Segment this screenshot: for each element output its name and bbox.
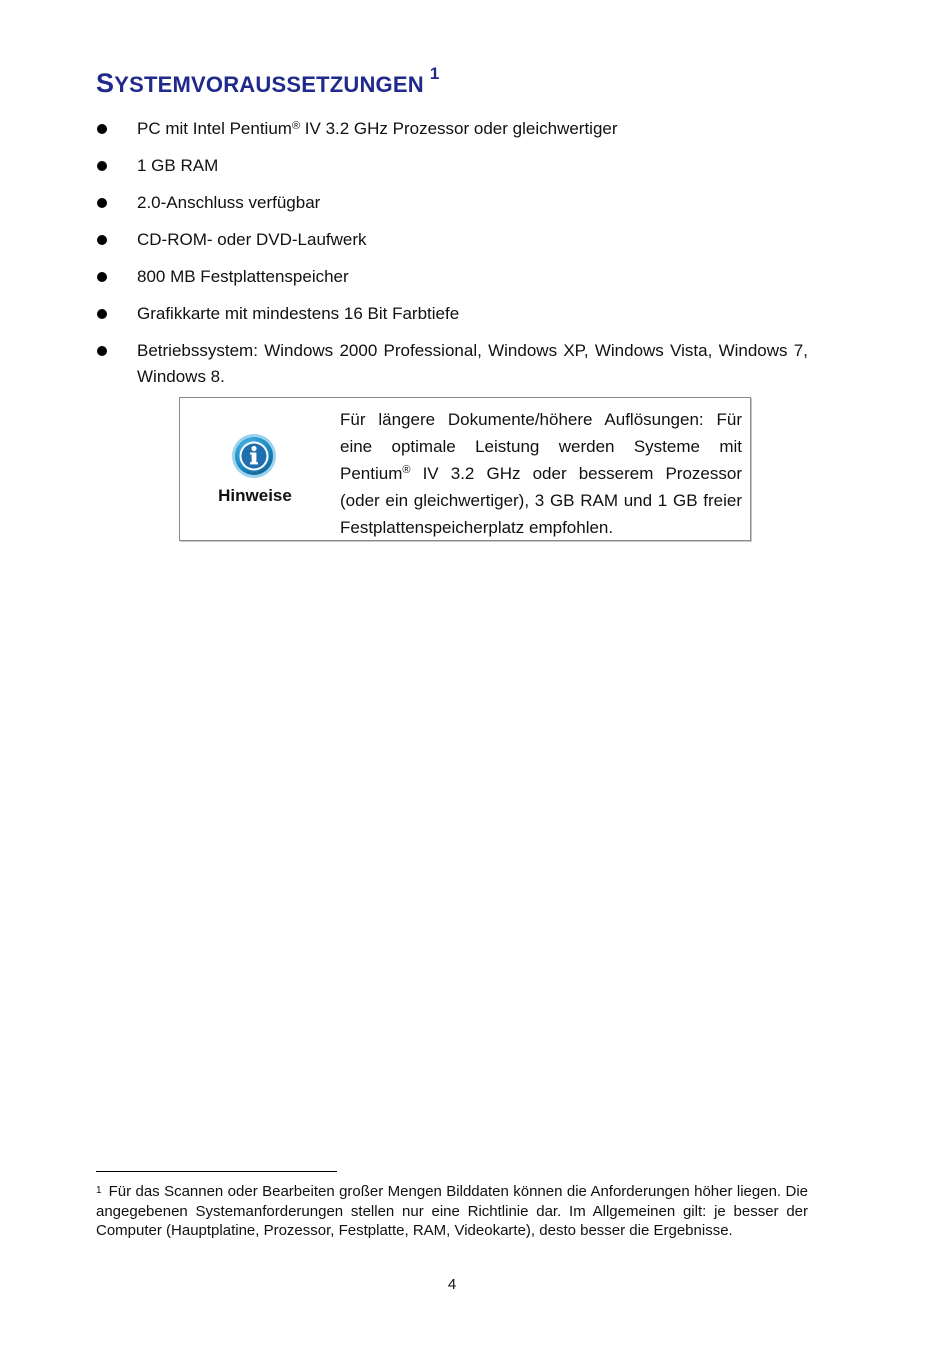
list-item-text: 800 MB Festplattenspeicher <box>137 267 349 286</box>
list-item-text <box>137 116 808 142</box>
list-item-text: CD-ROM- oder DVD-Laufwerk <box>137 230 367 249</box>
bullet-icon <box>97 235 107 245</box>
page-number: 4 <box>447 1276 457 1293</box>
list-item <box>96 190 808 216</box>
registered-mark: ® <box>291 120 301 132</box>
heading-first-letter: S <box>96 68 115 98</box>
footnote <box>96 1182 808 1241</box>
list-item <box>96 116 808 142</box>
bullet-icon <box>97 161 107 171</box>
list-item <box>96 264 808 290</box>
note-text-part: IV 3.2 GHz oder besserem Prozessor (oder ein gleichwertiger), 3 GB RAM und 1 GB freier Festplattenspeicherplatz empfohlen. <box>340 464 742 537</box>
list-item-text: 1 GB RAM <box>137 156 219 175</box>
heading-footnote-ref: 1 <box>429 64 440 83</box>
list-item-text: 2.0-Anschluss verfügbar <box>137 193 321 212</box>
list-item <box>96 338 808 390</box>
list-item <box>96 301 808 327</box>
note-text-part: Für längere Dokumente/höhere Auflösungen: Für eine optimale Leistung werden Systeme mit Pentium <box>340 410 742 483</box>
bullet-icon <box>97 272 107 282</box>
bullet-icon <box>97 124 107 134</box>
list-item <box>96 227 808 253</box>
footnote-text: Für das Scannen oder Bearbeiten großer Mengen Bilddaten können die Anforderungen höher liegen. Die angegebenen Systemanforderungen stellen nur eine Richtlinie dar. Im Allgemeinen gilt: je besser der Computer (Hauptplatine, Prozessor, Festplatte, RAM, Videokarte), desto besser die Ergebnisse. <box>96 1183 808 1239</box>
list-item <box>96 153 808 179</box>
footnote-mark: 1 <box>96 1185 102 1196</box>
note-label: Hinweise <box>218 486 292 505</box>
requirements-list <box>96 116 808 401</box>
list-item-text-part: PC mit Intel Pentium <box>137 119 292 138</box>
list-item-text-part: IV 3.2 GHz Prozessor oder gleichwertiger <box>300 119 618 138</box>
bullet-icon <box>97 346 107 356</box>
bullet-icon <box>97 198 107 208</box>
note-box <box>179 397 751 541</box>
bullet-icon <box>97 309 107 319</box>
info-icon <box>231 433 277 479</box>
list-item-text: Betriebssystem: Windows 2000 Professional, Windows XP, Windows Vista, Windows 7, Windows 8. <box>137 341 808 386</box>
registered-mark: ® <box>402 464 411 476</box>
list-item-text: Grafikkarte mit mindestens 16 Bit Farbtiefe <box>137 304 460 323</box>
footnote-divider <box>96 1171 337 1172</box>
note-text <box>340 406 742 541</box>
heading-rest: YSTEMVORAUSSETZUNGEN <box>114 72 424 97</box>
section-heading <box>96 64 440 99</box>
